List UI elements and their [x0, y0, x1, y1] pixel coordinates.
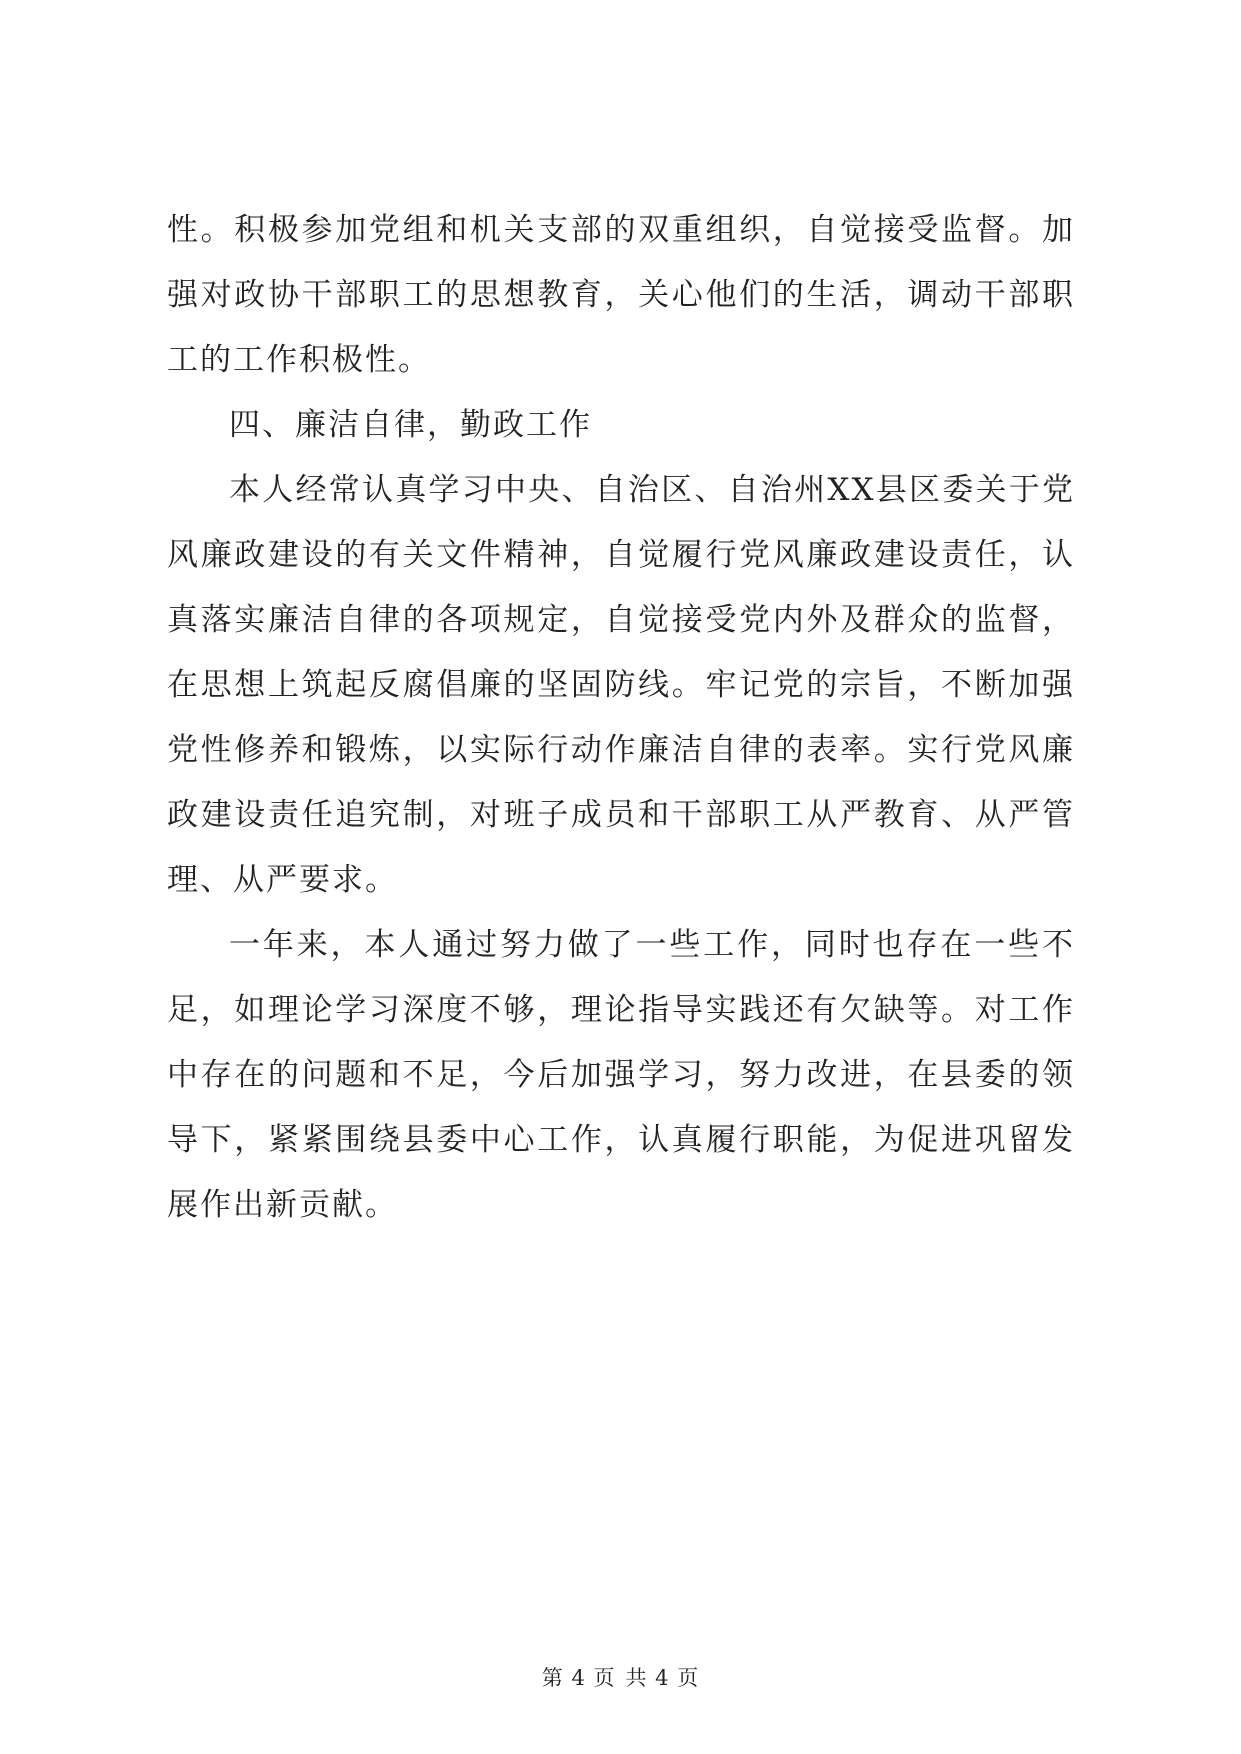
paragraph-continuation: 性。积极参加党组和机关支部的双重组织，自觉接受监督。加强对政协干部职工的思想教育，关心他们的生活，调动干部职工的工作积极性。: [167, 212, 1075, 378]
paragraph-summary: 一年来，本人通过努力做了一些工作，同时也存在一些不足，如理论学习深度不够，理论指导实践还有欠缺等。对工作中存在的问题和不足，今后加强学习，努力改进，在县委的领导下，紧紧围绕县委中心工作，认真履行职能，为促进巩留发展作出新贡献。: [167, 927, 1075, 1223]
page-footer: [0, 1662, 1241, 1692]
section-heading: 四、廉洁自律，勤政工作: [229, 407, 592, 443]
page-total: 共 4 页: [625, 1666, 700, 1690]
document-body: [167, 198, 1075, 1238]
paragraph-integrity: 本人经常认真学习中央、自治区、自治州XX县区委关于党风廉政建设的有关文件精神，自觉履行党风廉政建设责任，认真落实廉洁自律的各项规定，自觉接受党内外及群众的监督，在思想上筑起反腐倡廉的坚固防线。牢记党的宗旨，不断加强党性修养和锻炼，以实际行动作廉洁自律的表率。实行党风廉政建设责任追究制，对班子成员和干部职工从严教育、从严管理、从严要求。: [167, 472, 1075, 898]
page-number: 第 4 页: [541, 1666, 616, 1690]
